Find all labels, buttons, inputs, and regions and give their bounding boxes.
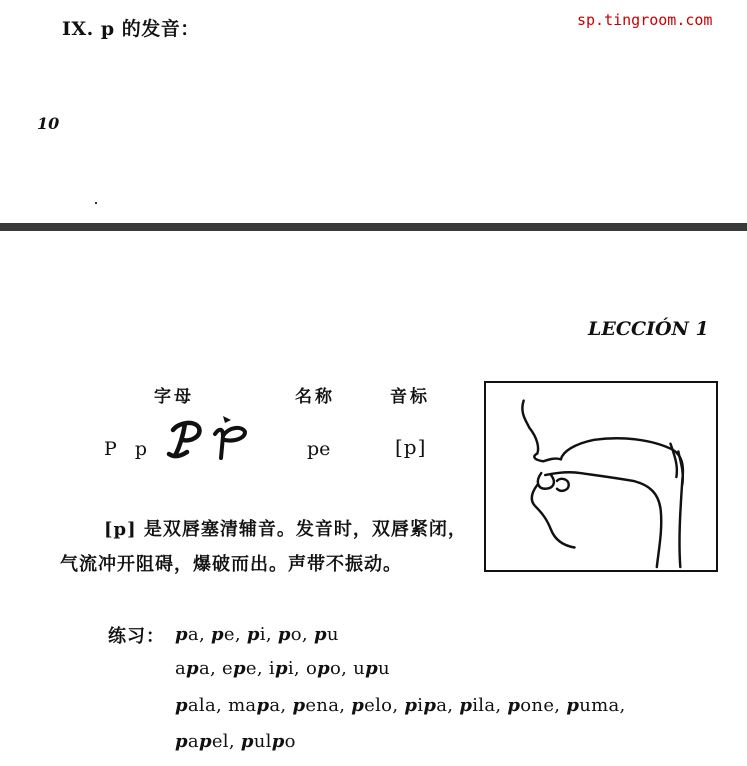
practice-text: i xyxy=(259,624,266,645)
mouth-diagram xyxy=(484,381,718,572)
practice-text: , xyxy=(554,695,567,716)
practice-text: e xyxy=(223,624,235,645)
column-header-name: 名称 xyxy=(295,387,335,407)
script-letters-image xyxy=(165,414,250,464)
watermark-text: sp.tingroom.com xyxy=(577,11,713,29)
practice-text: o xyxy=(290,624,302,645)
practice-text: , xyxy=(619,695,626,716)
practice-text: , xyxy=(301,624,314,645)
practice-text: , xyxy=(293,658,306,679)
practice-text: , xyxy=(495,695,508,716)
practice-highlight: p xyxy=(186,658,199,679)
practice-text: ma xyxy=(228,695,257,716)
practice-highlight: p xyxy=(404,695,418,716)
practice-line xyxy=(175,658,390,679)
practice-highlight: p xyxy=(175,731,188,752)
practice-text: ala xyxy=(187,695,217,716)
practice-highlight: p xyxy=(232,658,246,679)
practice-text: e xyxy=(222,658,233,679)
practice-text: , xyxy=(447,695,460,716)
practice-text: u xyxy=(326,624,339,645)
page-divider xyxy=(0,223,747,231)
practice-highlight: p xyxy=(210,624,224,645)
practice-text: el xyxy=(211,731,229,752)
practice-highlight: p xyxy=(351,695,365,716)
practice-text: a xyxy=(436,695,448,716)
practice-text: i xyxy=(287,658,294,679)
practice-text: i xyxy=(268,658,275,679)
practice-highlight: p xyxy=(507,695,521,716)
print-letters: P p xyxy=(104,438,153,460)
practice-highlight: p xyxy=(292,695,306,716)
practice-highlight: p xyxy=(365,658,378,679)
practice-highlight: p xyxy=(271,731,285,752)
practice-text: ena xyxy=(305,695,340,716)
practice-text: o xyxy=(329,658,342,679)
practice-text: , xyxy=(228,731,241,752)
pronunciation-description: [p] 是双唇塞清辅音。发音时，双唇紧闭，气流冲开阻碍，爆破而出。声带不振动。 xyxy=(60,519,467,575)
practice-highlight: p xyxy=(566,695,580,716)
practice-text: ila xyxy=(472,695,496,716)
practice-text: ul xyxy=(253,731,272,752)
practice-text: a xyxy=(187,624,199,645)
practice-text: , xyxy=(339,695,352,716)
practice-text: uma xyxy=(579,695,620,716)
practice-text: , xyxy=(209,658,223,679)
practice-label: 练习： xyxy=(108,626,165,647)
practice-text: , xyxy=(265,624,278,645)
practice-text: , xyxy=(341,658,354,679)
practice-highlight: p xyxy=(277,624,291,645)
section-heading: IX. p 的发音： xyxy=(62,18,200,40)
practice-text: elo xyxy=(364,695,393,716)
practice-text: , xyxy=(392,695,405,716)
lesson-title: LECCIÓN 1 xyxy=(588,318,709,340)
mouth-profile-illustration xyxy=(486,383,716,570)
practice-highlight: p xyxy=(175,695,188,716)
practice-text: , xyxy=(234,624,247,645)
practice-line xyxy=(175,695,626,716)
column-header-letter: 字母 xyxy=(154,387,194,407)
practice-highlight: p xyxy=(256,695,270,716)
script-p-glyphs xyxy=(165,414,250,464)
practice-highlight: p xyxy=(240,731,254,752)
practice-highlight: p xyxy=(274,658,288,679)
practice-text: , xyxy=(198,624,211,645)
practice-text: a xyxy=(269,695,281,716)
practice-text: o xyxy=(305,658,318,679)
practice-highlight: p xyxy=(198,731,212,752)
practice-highlight: p xyxy=(459,695,473,716)
practice-text: , xyxy=(256,658,269,679)
ipa-value: [p] xyxy=(395,435,427,459)
column-header-ipa: 音标 xyxy=(390,387,430,407)
practice-text: a xyxy=(175,658,187,679)
practice-text: a xyxy=(187,731,199,752)
practice-highlight: p xyxy=(317,658,330,679)
practice-highlight: p xyxy=(246,624,260,645)
letter-name: pe xyxy=(307,438,331,460)
practice-highlight: p xyxy=(423,695,437,716)
practice-text: , xyxy=(216,695,229,716)
practice-text: a xyxy=(198,658,210,679)
practice-line xyxy=(175,731,296,752)
page-number: 10 xyxy=(37,114,60,133)
practice-text: u xyxy=(353,658,366,679)
practice-text: , xyxy=(280,695,293,716)
practice-text: one xyxy=(520,695,555,716)
print-speck xyxy=(95,202,97,204)
practice-highlight: p xyxy=(313,624,327,645)
practice-text: o xyxy=(284,731,296,752)
practice-text: i xyxy=(417,695,424,716)
practice-highlight: p xyxy=(175,624,188,645)
practice-text: e xyxy=(245,658,257,679)
practice-text: u xyxy=(377,658,390,679)
practice-line xyxy=(175,624,339,645)
